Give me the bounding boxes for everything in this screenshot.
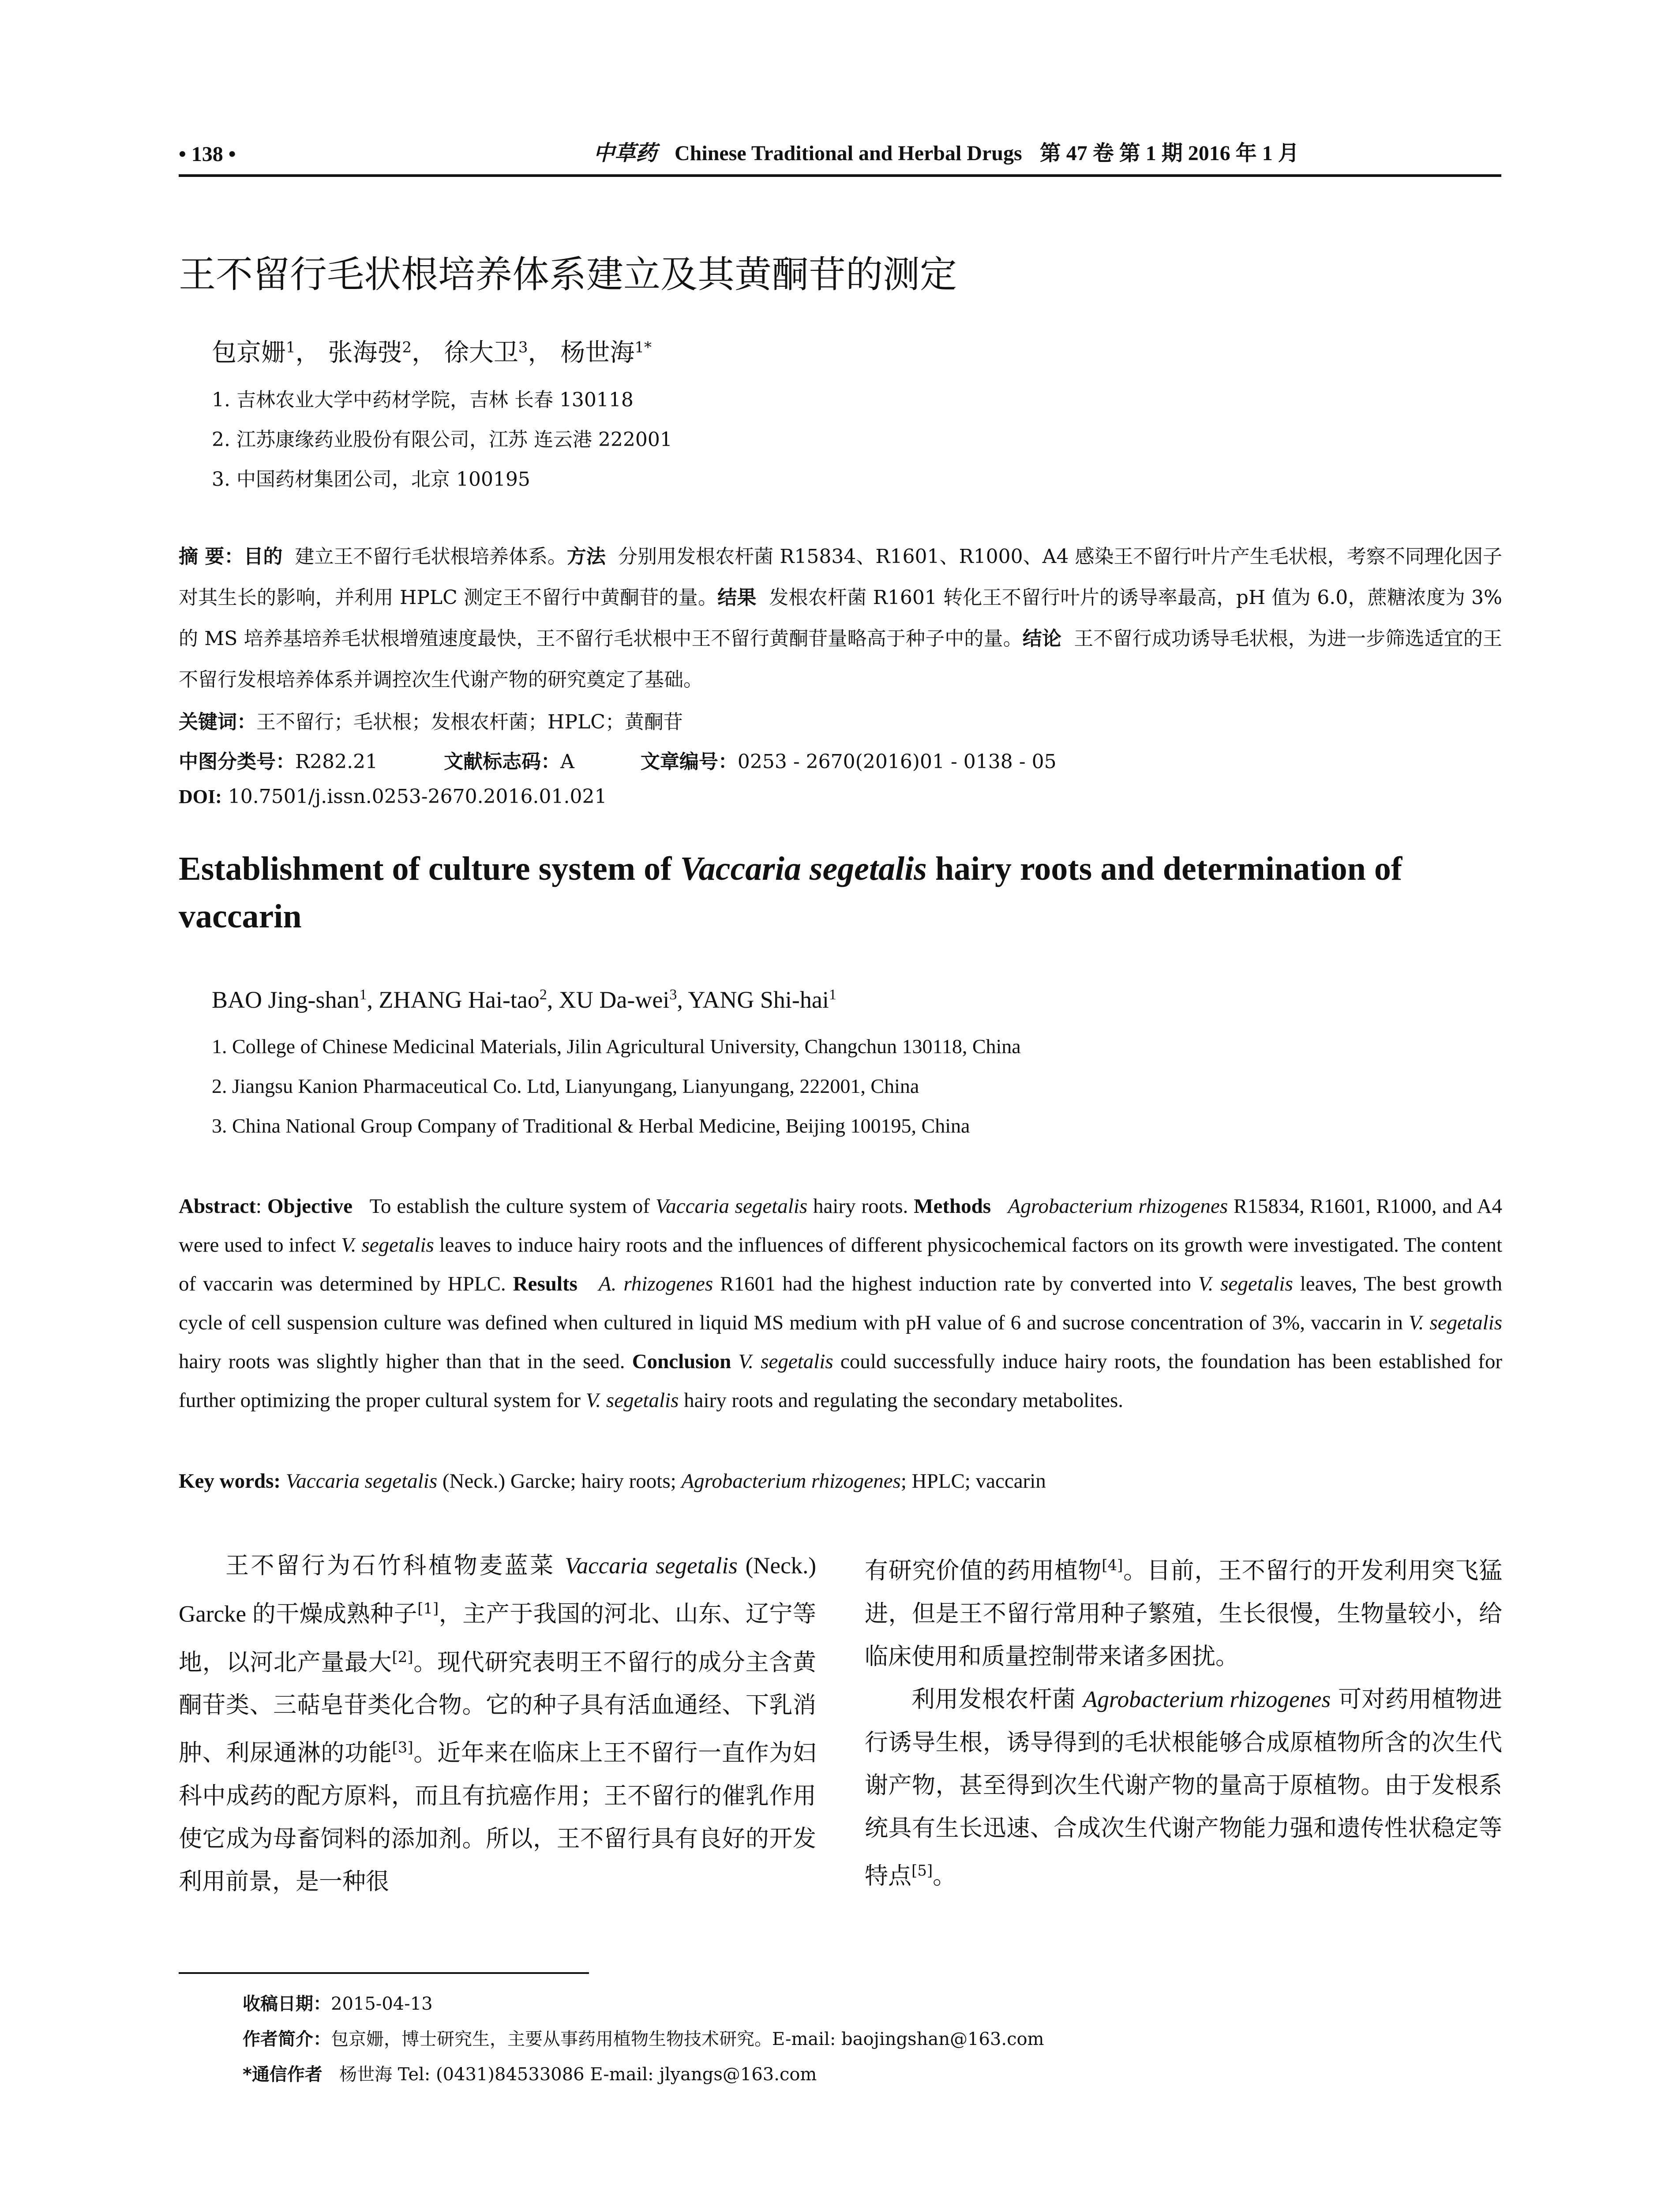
species-name: Vaccaria segetalis: [565, 1553, 738, 1579]
journal-name-cn: 中草药: [593, 142, 657, 165]
abstract-en: Abstract: Objective To establish the culture system of Vaccaria segetalis hairy roots. Methods Agrobacterium rhizogenes R15834, R1601, R1000, and A4 were used to infect V. segetalis leaves to induce hairy roots and the influences of different physicochemical factors on its growth were investigated. The content of vaccarin was determined by HPLC. Results A. rhizogenes R1601 had the highest induction rate by converted into V. segetalis leaves, The best growth cycle of cell suspension culture was defined when cultured in liquid MS medium with pH value of 6 and sucrose concentration of 3%, vaccarin in V. segetalis hairy roots was slightly higher than that in the seed. Conclusion V. segetalis could successfully induce hairy roots, the foundation has been established for further optimizing the proper cultural system for V. segetalis hairy roots and regulating the secondary metabolites.: [179, 1195, 1502, 1412]
body-text: 。近年来在临床上王不留行一直作为妇科中成药的配方原料，而且有抗癌作用；王不留行的催乳作用使它成为母畜饲料的添加剂。所以，王不留行具有良好的开发利用前景，是一种很: [179, 1739, 817, 1895]
clc-label: 中图分类号：: [179, 750, 295, 773]
author-name: 张海弢: [328, 338, 402, 367]
body-column-left: [179, 1544, 816, 1903]
received-label: 收稿日期：: [243, 1994, 331, 2014]
affiliation-cn: 3. 中国药材集团公司，北京 100195: [212, 468, 530, 491]
author-name: XU Da-wei: [559, 987, 670, 1013]
methods-text: R15834, R1601, R1000, and A4 were used to infect: [179, 1195, 1502, 1257]
keywords-cn: [179, 706, 683, 734]
author-list-en: BAO Jing-shan$^1$, ZHANG Hai-tao$^2$, XU Da-wei$^3$, YANG Shi-hai$^1$: [212, 987, 836, 1013]
body-text: 王不留行为石竹科植物麦蓝菜: [225, 1552, 565, 1579]
body-column-right: [865, 1544, 1502, 1897]
methods-text: 分别用发根农杆菌 R15834、R1601、R1000、A4 感染王不留行叶片产生毛状根，考察不同理化因子对其生长的影响，并利用 HPLC 测定王不留行中黄酮苷的量。: [179, 545, 1503, 609]
body-text: 。目前，王不留行的开发利用突飞猛进，但是王不留行常用种子繁殖，生长很慢，生物量较小，给临床使用和质量控制带来诸多困扰。: [865, 1557, 1503, 1670]
affiliation-cn: 1. 吉林农业大学中药材学院，吉林 长春 130118: [212, 389, 634, 411]
citation-ref[interactable]: [4]: [1102, 1557, 1123, 1574]
classification-line: [179, 746, 1057, 774]
species-name: V. segetalis: [1409, 1311, 1502, 1334]
bio-label: 作者简介：: [243, 2029, 331, 2049]
author-name: 杨世海: [560, 338, 635, 367]
clc-value: R282.21: [295, 750, 378, 773]
article-id-label: 文章编号：: [640, 750, 738, 773]
body-paragraph: [865, 1678, 1502, 1898]
species-name: Agrobacterium rhizogenes: [1008, 1195, 1228, 1218]
footnote-received: [243, 1990, 433, 2015]
footnote-divider: [179, 1972, 589, 1974]
species-name: V. segetalis: [341, 1234, 434, 1257]
conclusion-text: 王不留行成功诱导毛状根，为进一步筛选适宜的王不留行发根培养体系并调控次生代谢产物的研究奠定了基础。: [179, 627, 1502, 691]
author-affiliation-mark: 3: [518, 338, 528, 356]
citation-ref[interactable]: [5]: [911, 1861, 933, 1880]
footnote-correspondence: [243, 2060, 817, 2086]
results-label: 结果: [717, 586, 757, 609]
page-number: • 138 •: [179, 143, 236, 166]
body-text: 。: [933, 1862, 956, 1890]
author-affiliation-mark: 1*: [634, 338, 652, 356]
doc-code-label: 文献标志码：: [444, 750, 561, 773]
objective-label: 目的: [244, 545, 283, 568]
objective-text: 建立王不留行毛状根培养体系。: [295, 545, 567, 568]
citation-ref[interactable]: [1]: [417, 1600, 439, 1617]
species-name: V. segetalis: [738, 1350, 833, 1373]
article-title-cn: 王不留行毛状根培养体系建立及其黄酮苷的测定: [179, 253, 957, 296]
results-text: hairy roots was slightly higher than that in the seed.: [179, 1350, 625, 1373]
objective-label: Objective: [267, 1195, 352, 1218]
species-name: Vaccaria segetalis: [655, 1195, 808, 1218]
citation-ref[interactable]: [3]: [392, 1739, 413, 1757]
affiliation-en: 3. China National Group Company of Traditional & Herbal Medicine, Beijing 100195, China: [212, 1114, 970, 1137]
author-name: 徐大卫: [444, 338, 518, 367]
keywords-text: ; HPLC; vaccarin: [900, 1470, 1046, 1493]
doc-code-value: A: [560, 750, 574, 773]
author-affiliation-mark: 1: [286, 338, 296, 356]
affiliation-en: 1. College of Chinese Medicinal Materials, Jilin Agricultural University, Changchun 130118, China: [212, 1035, 1021, 1058]
article-id-value: 0253 - 2670(2016)01 - 0138 - 05: [737, 750, 1057, 773]
methods-text: leaves to induce hairy roots and the influences of different physicochemical factors on its growth were investigated. The content of vaccarin was determined by HPLC.: [179, 1234, 1502, 1295]
author-name: 包京姗: [212, 338, 286, 367]
footnote-author-bio: [243, 2025, 1044, 2050]
correspondence-label: *通信作者: [243, 2064, 322, 2085]
doi-value: 10.7501/j.issn.0253-2670.2016.01.021: [228, 785, 607, 808]
abstract-label: 摘 要：: [179, 545, 244, 568]
abstract-cn: [179, 536, 1502, 700]
conclusion-text: could successfully induce hairy roots, the foundation has been established for further optimizing the proper cultural system for: [179, 1350, 1502, 1412]
keywords-text: (Neck.) Garcke; hairy roots;: [437, 1470, 682, 1493]
methods-label: Methods: [914, 1195, 991, 1218]
results-text: leaves, The best growth cycle of cell suspension culture was defined when cultured in liquid MS medium with pH value of 6 and sucrose concentration of 3%, vaccarin in: [179, 1272, 1502, 1334]
species-name: V. segetalis: [585, 1389, 679, 1412]
author-affiliation-mark: 1: [829, 987, 836, 1003]
affiliation-en: 2. Jiangsu Kanion Pharmaceutical Co. Ltd, Lianyungang, Lianyungang, 222001, China: [212, 1075, 919, 1097]
title-text: Establishment of culture system of: [179, 850, 680, 887]
objective-text: hairy roots.: [807, 1195, 908, 1218]
affiliation-cn: 2. 江苏康缘药业股份有限公司，江苏 连云港 222001: [212, 428, 672, 451]
body-paragraph-continued: [865, 1544, 1502, 1678]
author-name: ZHANG Hai-tao: [379, 987, 540, 1013]
doi-line: [179, 785, 607, 808]
journal-volume: 第 47 卷 第 1 期 2016 年 1 月: [1039, 142, 1299, 165]
author-affiliation-mark: 2: [539, 987, 547, 1003]
keywords-text: 王不留行；毛状根；发根农杆菌；HPLC；黄酮苷: [256, 711, 683, 733]
journal-title: [593, 136, 1299, 166]
article-title-en: [179, 845, 1502, 940]
conclusion-label: 结论: [1022, 627, 1062, 650]
species-name: Vaccaria segetalis: [285, 1470, 438, 1493]
body-text: ，主产于我国的河北、山东、辽宁等地，以河北产量最大: [179, 1600, 816, 1676]
abstract-label: Abstract: [179, 1195, 256, 1218]
title-species: Vaccaria segetalis: [680, 850, 927, 887]
species-name: V. segetalis: [1198, 1272, 1293, 1295]
species-name: Agrobacterium rhizogenes: [681, 1470, 901, 1493]
keywords-label: Key words:: [179, 1470, 281, 1493]
author-affiliation-mark: 1: [359, 987, 367, 1003]
body-text: (Neck.) Garcke 的干燥成熟种子: [179, 1553, 817, 1627]
author-affiliation-mark: 2: [402, 338, 412, 356]
keywords-label: 关键词：: [179, 711, 256, 733]
conclusion-text: hairy roots and regulating the secondary metabolites.: [679, 1389, 1123, 1412]
author-name: BAO Jing-shan: [212, 987, 360, 1013]
results-text: R1601 had the highest induction rate by converted into: [713, 1272, 1198, 1295]
species-name: Agrobacterium rhizogenes: [1083, 1686, 1331, 1712]
body-text: 有研究价值的药用植物: [865, 1557, 1102, 1584]
author-affiliation-mark: 3: [669, 987, 677, 1003]
objective-text: To establish the culture system of: [369, 1195, 656, 1218]
results-text: 发根农杆菌 R1601 转化王不留行叶片的诱导率最高，pH 值为 6.0，蔗糖浓度为 3%的 MS 培养基培养毛状根增殖速度最快，王不留行毛状根中王不留行黄酮苷量略高于种子中的量。: [179, 586, 1502, 650]
methods-label: 方法: [566, 545, 606, 568]
journal-name-en: Chinese Traditional and Herbal Drugs: [675, 142, 1022, 165]
results-label: Results: [513, 1272, 578, 1295]
author-name: YANG Shi-hai: [688, 987, 829, 1013]
title-text: hairy roots and determination of vaccarin: [179, 850, 1402, 935]
bio-text: 包京姗，博士研究生，主要从事药用植物生物技术研究。E-mail: baojingshan@163.com: [331, 2029, 1044, 2049]
body-paragraph: [179, 1544, 816, 1903]
doi-label: DOI:: [179, 786, 222, 807]
citation-ref[interactable]: [2]: [392, 1648, 413, 1666]
conclusion-label: Conclusion: [632, 1350, 731, 1373]
correspondence-text: 杨世海 Tel: (0431)84533086 E-mail: jlyangs@163.com: [339, 2064, 817, 2085]
body-text: 。现代研究表明王不留行的成分主含黄酮苷类、三萜皂苷类化合物。它的种子具有活血通经、下乳消肿、利尿通淋的功能: [179, 1649, 817, 1767]
species-name: A. rhizogenes: [598, 1272, 713, 1295]
running-header: [179, 135, 1501, 177]
body-text: 可对药用植物进行诱导生根，诱导得到的毛状根能够合成原植物所含的次生代谢产物，甚至得到次生代谢产物的量高于原植物。由于发根系统具有生长迅速、合成次生代谢产物能力强和遗传性状稳定等特点: [865, 1685, 1502, 1890]
keywords-en: [179, 1469, 1046, 1493]
body-text: 利用发根农杆菌: [911, 1685, 1084, 1713]
received-date: 2015-04-13: [331, 1994, 433, 2014]
author-list-cn: 包京姗$^1$， 张海弢$^2$， 徐大卫$^3$， 杨世海$^{1*}$: [212, 338, 652, 367]
